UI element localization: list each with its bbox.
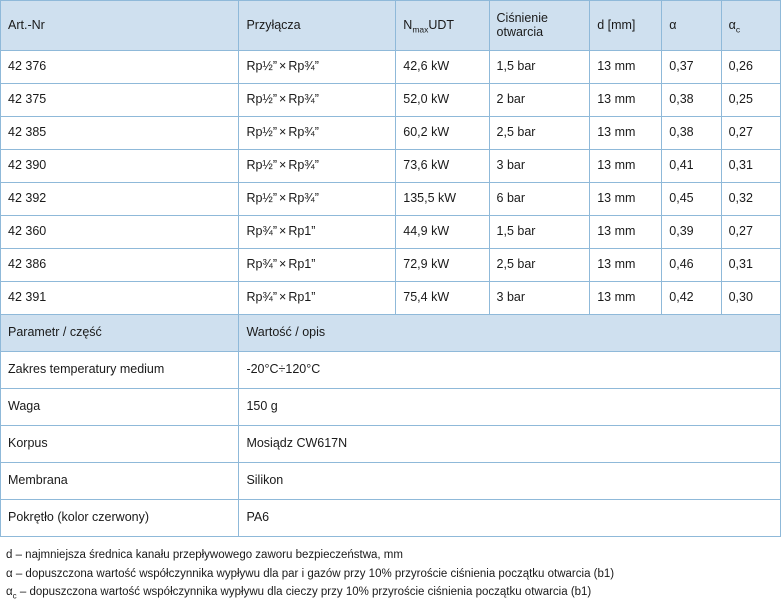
cell-d: 13 mm <box>590 117 662 150</box>
cell-alpha-c: 0,27 <box>721 117 780 150</box>
cell-nmax: 72,9 kW <box>396 249 489 282</box>
cell-art: 42 386 <box>1 249 239 282</box>
cell-art: 42 392 <box>1 183 239 216</box>
cell-przylacza <box>239 249 396 282</box>
table-row <box>1 249 781 282</box>
cell-alpha: 0,46 <box>662 249 721 282</box>
column-header-art-label: Art.-Nr <box>8 17 45 32</box>
cell-przylacza <box>239 216 396 249</box>
table-row <box>1 282 781 315</box>
cell-conn-a: Rp½” <box>246 92 278 107</box>
cell-art: 42 376 <box>1 51 239 84</box>
cell-przylacza <box>239 150 396 183</box>
cell-d: 13 mm <box>590 249 662 282</box>
cell-conn-b: Rp¾” <box>288 158 319 173</box>
multiply-icon: × <box>279 158 287 173</box>
multiply-icon: × <box>279 92 287 107</box>
table-row <box>1 150 781 183</box>
footnote-alpha: α – dopuszczona wartość współczynnika wypływu dla par i gazów przy 10% przyroście ciśnienia początku otwarcia (b1) <box>6 567 615 580</box>
multiply-icon: × <box>279 290 287 305</box>
column-header-cisnienie-line2: otwarcia <box>496 25 544 39</box>
cell-art: 42 385 <box>1 117 239 150</box>
param-value: Mosiądz CW617N <box>239 426 781 463</box>
table-header-row <box>1 1 781 51</box>
column-header-cisnienie-line1: Ciśnienie <box>496 11 548 25</box>
cell-cisnienie: 3 bar <box>489 282 590 315</box>
multiply-icon: × <box>279 59 287 74</box>
cell-alpha: 0,42 <box>662 282 721 315</box>
cell-conn-a: Rp½” <box>246 158 278 173</box>
cell-przylacza <box>239 183 396 216</box>
cell-nmax: 73,6 kW <box>396 150 489 183</box>
footnote-d: d – najmniejsza średnica kanału przepływowego zaworu bezpieczeństwa, mm <box>6 549 403 561</box>
param-value: 150 g <box>239 389 781 426</box>
cell-d: 13 mm <box>590 150 662 183</box>
section-header-param: Parametr / część <box>1 315 239 352</box>
footnote-alpha-c <box>6 583 775 602</box>
cell-alpha: 0,41 <box>662 150 721 183</box>
cell-conn-b: Rp1” <box>288 290 316 305</box>
cell-alpha: 0,38 <box>662 84 721 117</box>
cell-cisnienie: 3 bar <box>489 150 590 183</box>
cell-conn-a: Rp¾” <box>246 224 278 239</box>
param-row <box>1 463 781 500</box>
cell-alpha-c: 0,27 <box>721 216 780 249</box>
cell-conn-a: Rp¾” <box>246 257 278 272</box>
column-header-art <box>1 1 239 51</box>
cell-alpha-c: 0,32 <box>721 183 780 216</box>
footnote-alpha-c-sub: c <box>12 591 17 601</box>
cell-alpha: 0,38 <box>662 117 721 150</box>
column-header-przylacza <box>239 1 396 51</box>
param-name: Pokrętło (kolor czerwony) <box>1 500 239 537</box>
cell-alpha: 0,45 <box>662 183 721 216</box>
table-row <box>1 84 781 117</box>
column-header-przylacza-label: Przyłącza <box>246 17 301 32</box>
param-value: Silikon <box>239 463 781 500</box>
cell-conn-b: Rp¾” <box>288 191 319 206</box>
multiply-icon: × <box>279 224 287 239</box>
cell-cisnienie: 2,5 bar <box>489 117 590 150</box>
cell-nmax: 42,6 kW <box>396 51 489 84</box>
param-name: Zakres temperatury medium <box>1 352 239 389</box>
cell-conn-b: Rp¾” <box>288 125 319 140</box>
cell-conn-a: Rp½” <box>246 191 278 206</box>
column-header-alpha-c-base: α <box>728 17 736 32</box>
footnote-alpha-c-text: – dopuszczona wartość współczynnika wypływu dla cieczy przy 10% przyroście ciśnienia początku otwarcia (b1) <box>16 586 592 599</box>
table-row <box>1 216 781 249</box>
cell-alpha-c: 0,26 <box>721 51 780 84</box>
cell-alpha-c: 0,31 <box>721 249 780 282</box>
param-row <box>1 500 781 537</box>
column-header-alpha-label: α <box>669 17 677 32</box>
table-row <box>1 183 781 216</box>
cell-cisnienie: 2 bar <box>489 84 590 117</box>
column-header-nmax-base: N <box>403 17 413 32</box>
cell-d: 13 mm <box>590 183 662 216</box>
cell-cisnienie: 1,5 bar <box>489 51 590 84</box>
param-row <box>1 389 781 426</box>
cell-conn-a: Rp½” <box>246 59 278 74</box>
cell-conn-b: Rp¾” <box>288 92 319 107</box>
column-header-alpha <box>662 1 721 51</box>
param-name: Korpus <box>1 426 239 463</box>
cell-d: 13 mm <box>590 51 662 84</box>
column-header-nmax-sub: max <box>412 24 429 35</box>
cell-conn-a: Rp¾” <box>246 290 278 305</box>
cell-d: 13 mm <box>590 282 662 315</box>
cell-cisnienie: 2,5 bar <box>489 249 590 282</box>
cell-nmax: 60,2 kW <box>396 117 489 150</box>
param-name: Membrana <box>1 463 239 500</box>
cell-nmax: 52,0 kW <box>396 84 489 117</box>
cell-nmax: 75,4 kW <box>396 282 489 315</box>
param-row <box>1 352 781 389</box>
footnote-alpha-c-symbol: α <box>6 586 13 599</box>
param-row <box>1 426 781 463</box>
cell-alpha-c: 0,30 <box>721 282 780 315</box>
cell-cisnienie: 1,5 bar <box>489 216 590 249</box>
cell-art: 42 391 <box>1 282 239 315</box>
cell-alpha: 0,39 <box>662 216 721 249</box>
cell-art: 42 390 <box>1 150 239 183</box>
cell-cisnienie: 6 bar <box>489 183 590 216</box>
column-header-d-label: d [mm] <box>597 17 636 32</box>
param-name: Waga <box>1 389 239 426</box>
column-header-nmax-rest: UDT <box>428 17 455 32</box>
cell-conn-a: Rp½” <box>246 125 278 140</box>
cell-d: 13 mm <box>590 216 662 249</box>
cell-alpha-c: 0,25 <box>721 84 780 117</box>
cell-przylacza <box>239 117 396 150</box>
multiply-icon: × <box>279 257 287 272</box>
cell-conn-b: Rp1” <box>288 257 316 272</box>
multiply-icon: × <box>279 125 287 140</box>
param-value: PA6 <box>239 500 781 537</box>
cell-art: 42 360 <box>1 216 239 249</box>
cell-przylacza <box>239 84 396 117</box>
section-header-row <box>1 315 781 352</box>
column-header-nmax <box>396 1 489 51</box>
param-value: -20°C÷120°C <box>239 352 781 389</box>
cell-conn-b: Rp1” <box>288 224 316 239</box>
table-row <box>1 51 781 84</box>
cell-przylacza <box>239 282 396 315</box>
cell-art: 42 375 <box>1 84 239 117</box>
cell-d: 13 mm <box>590 84 662 117</box>
cell-conn-b: Rp¾” <box>288 59 319 74</box>
column-header-cisnienie <box>489 1 590 51</box>
cell-przylacza <box>239 51 396 84</box>
cell-nmax: 135,5 kW <box>396 183 489 216</box>
column-header-alpha-c <box>721 1 780 51</box>
cell-nmax: 44,9 kW <box>396 216 489 249</box>
section-header-value: Wartość / opis <box>239 315 781 352</box>
table-row <box>1 117 781 150</box>
column-header-d <box>590 1 662 51</box>
cell-alpha: 0,37 <box>662 51 721 84</box>
column-header-alpha-c-sub: c <box>735 24 741 35</box>
footnotes <box>0 537 781 602</box>
cell-alpha-c: 0,31 <box>721 150 780 183</box>
multiply-icon: × <box>279 191 287 206</box>
